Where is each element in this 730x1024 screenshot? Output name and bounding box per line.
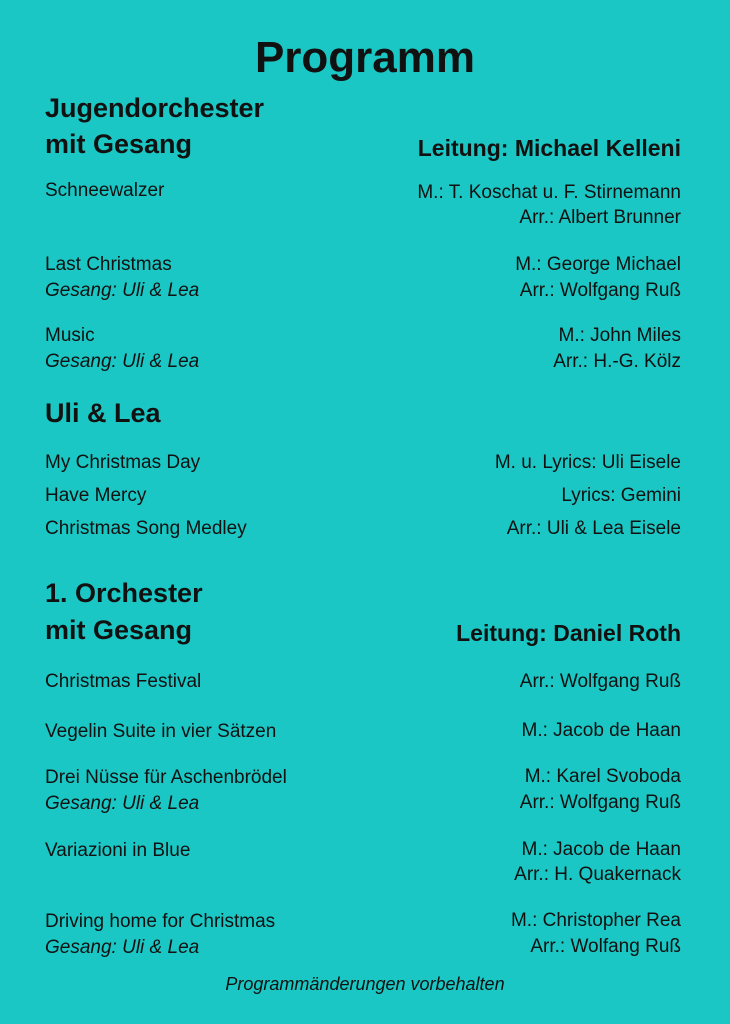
piece-vocal: Gesang: Uli & Lea — [45, 793, 200, 814]
piece-vocal: Gesang: Uli & Lea — [45, 280, 200, 301]
piece-credit-arranger: Arr.: Wolfgang Ruß — [519, 280, 681, 301]
piece-title: Schneewalzer — [45, 180, 165, 201]
piece-credit-composer: M.: Christopher Rea — [510, 910, 681, 931]
piece-credit: Arr.: Uli & Lea Eisele — [506, 518, 681, 539]
piece-credit-composer: M.: Jacob de Haan — [521, 720, 681, 741]
piece-credit-arranger: Arr.: H.-G. Kölz — [553, 351, 681, 372]
piece-title: Last Christmas — [45, 254, 172, 275]
piece-credit: M. u. Lyrics: Uli Eisele — [494, 452, 681, 473]
piece-title: Music — [45, 325, 95, 346]
section-heading-jugendorchester: Jugendorchester — [45, 93, 265, 123]
piece-title: Christmas Song Medley — [45, 518, 247, 539]
piece-credit-composer: M.: T. Koschat u. F. Stirnemann — [417, 182, 681, 203]
conductor-label: Leitung: Michael Kelleni — [417, 135, 681, 161]
piece-credit-arranger: Arr.: Albert Brunner — [519, 207, 681, 228]
piece-credit-composer: M.: Karel Svoboda — [524, 766, 681, 787]
piece-title: Drei Nüsse für Aschenbrödel — [45, 767, 287, 788]
piece-vocal: Gesang: Uli & Lea — [45, 937, 200, 958]
piece-title: Driving home for Christmas — [45, 911, 276, 932]
piece-credit-arranger: Arr.: H. Quakernack — [514, 864, 681, 885]
section-heading-subline: mit Gesang — [45, 615, 193, 645]
piece-title: My Christmas Day — [45, 452, 201, 473]
piece-title: Christmas Festival — [45, 671, 202, 692]
piece-title: Variazioni in Blue — [45, 840, 191, 861]
section-heading-subline: mit Gesang — [45, 129, 193, 159]
piece-credit-composer: M.: George Michael — [515, 254, 681, 275]
piece-credit-composer: M.: John Miles — [558, 325, 681, 346]
piece-title: Have Mercy — [45, 485, 147, 506]
piece-credit-arranger: Arr.: Wolfang Ruß — [530, 936, 681, 957]
piece-credit: Lyrics: Gemini — [561, 485, 681, 506]
piece-credit-arranger: Arr.: Wolfgang Ruß — [519, 671, 681, 692]
conductor-label: Leitung: Daniel Roth — [456, 620, 681, 646]
section-heading-orchester: 1. Orchester — [45, 578, 203, 608]
piece-credit-composer: M.: Jacob de Haan — [521, 839, 681, 860]
piece-title: Vegelin Suite in vier Sätzen — [45, 721, 277, 742]
page-title: Programm — [254, 33, 476, 82]
piece-vocal: Gesang: Uli & Lea — [45, 351, 200, 372]
footer-note: Programmänderungen vorbehalten — [225, 974, 505, 994]
section-heading-uli-lea: Uli & Lea — [45, 398, 161, 428]
piece-credit-arranger: Arr.: Wolfgang Ruß — [519, 792, 681, 813]
